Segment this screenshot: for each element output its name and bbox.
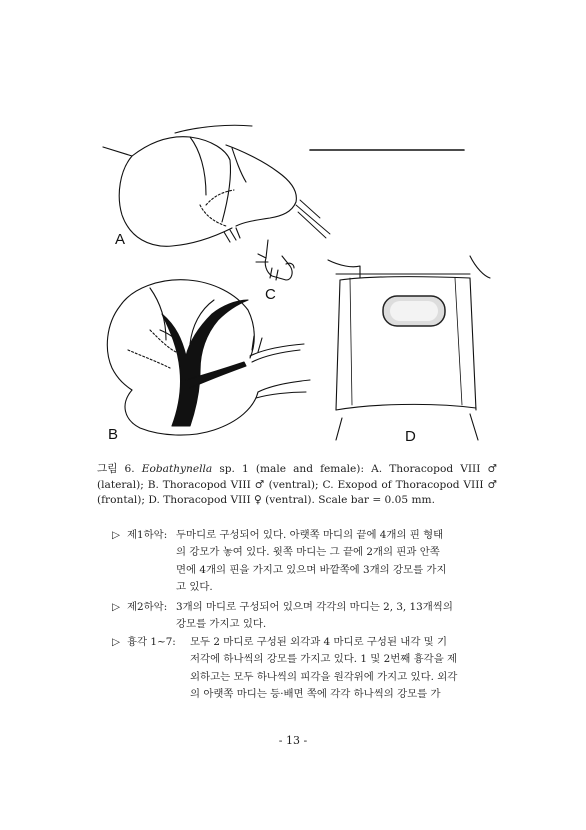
caption-prefix: 그림 6. (97, 463, 142, 475)
item-body (190, 634, 457, 703)
drawing-b (107, 280, 310, 435)
item-heading: 흉각 1~7: (127, 636, 176, 648)
drawing-d (328, 256, 490, 440)
panel-label-b: B (108, 426, 119, 443)
item-line: 면에 4개의 핀을 가지고 있으며 바깥쪽에 3개의 강모를 가지 (176, 563, 447, 576)
item-body (176, 599, 453, 634)
bullet-triangle-icon: ▷ (112, 636, 120, 648)
item-line: 의 아랫쪽 마디는 등·배면 쪽에 각각 하나씩의 강모를 가 (190, 687, 441, 700)
item-line: 강모를 가지고 있다. (176, 618, 267, 631)
item-line: 저각에 하나씩의 강모를 가지고 있다. 1 및 2번째 흉각을 제 (190, 653, 458, 666)
figure-caption (97, 462, 497, 509)
item-line: 외하고는 모두 하나씩의 피각을 원각위에 가지고 있다. 외각 (190, 670, 458, 683)
item-line: 두마디로 구성되어 있다. 아랫쪽 마디의 끝에 4개의 핀 형태 (176, 529, 444, 541)
bullet-triangle-icon: ▷ (112, 529, 120, 541)
item-heading: 제2하악: (127, 601, 168, 613)
caption-text: sp. 1 (male and female): A. Thoracopod VIII ♂ (lateral); B. Thoracopod VIII ♂ (ventral); C. Exopod of Thoracopod VIII ♂ (frontal); D. Thoracopod VIII ♀ (ventral). Scale bar = 0.05 mm. (97, 463, 498, 506)
panel-label-c: C (265, 286, 276, 303)
drawing-a (103, 125, 330, 246)
bullet-triangle-icon: ▷ (112, 601, 120, 613)
drawing-c (256, 240, 294, 280)
item-heading: 제1하악: (127, 529, 168, 541)
panel-label-a: A (115, 231, 126, 248)
item-body (176, 527, 447, 596)
panel-label-d: D (405, 428, 416, 445)
page-number: - 13 - (278, 734, 308, 747)
caption-species: Eobathynella (141, 463, 213, 475)
item-line: 모두 2 마디로 구성된 외각과 4 마디로 구성된 내각 및 기 (190, 636, 448, 648)
item-line: 고 있다. (176, 580, 213, 593)
item-line: 의 강모가 놓여 있다. 윗쪽 마디는 그 끝에 2개의 핀과 안쪽 (176, 546, 440, 559)
item-line: 3개의 마디로 구성되어 있으며 각각의 마디는 2, 3, 13개씩의 (176, 601, 453, 613)
